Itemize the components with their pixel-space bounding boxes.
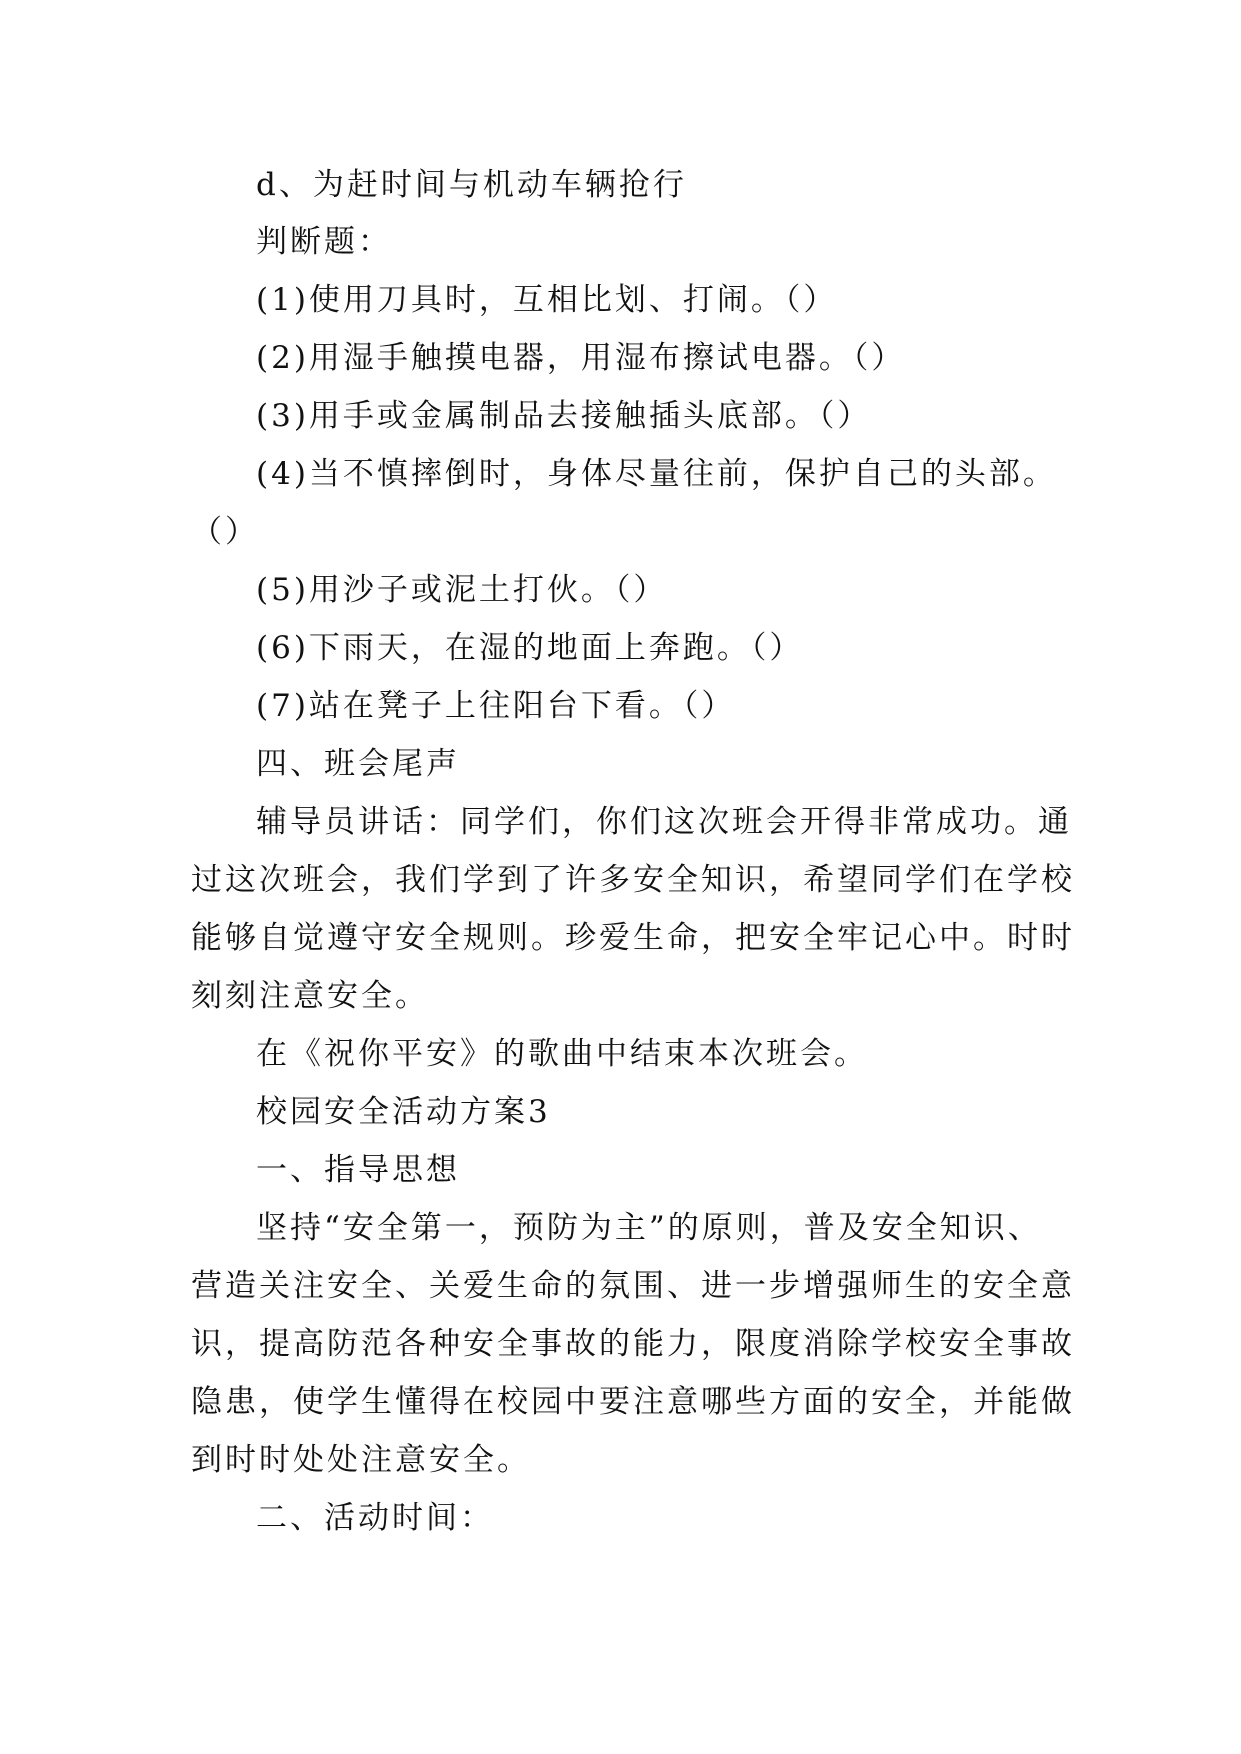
text-line: (4)当不慎摔倒时，身体尽量往前，保护自己的头部。 (256, 456, 1057, 492)
section-heading: 二、活动时间： (256, 1500, 494, 1536)
text-line: 辅导员讲话：同学们，你们这次班会开得非常成功。通 (256, 804, 1072, 840)
text-line: 能够自觉遵守安全规则。珍爱生命，把安全牢记心中。时时 (191, 920, 1075, 956)
text-line: (2)用湿手触摸电器，用湿布擦试电器。（） (256, 340, 906, 376)
text-line: (1)使用刀具时，互相比划、打闹。（） (256, 282, 838, 318)
text-line: 刻刻注意安全。 (191, 978, 429, 1014)
text-line: (6)下雨天，在湿的地面上奔跑。（） (256, 630, 804, 666)
text-line: 在《祝你平安》的歌曲中结束本次班会。 (256, 1036, 868, 1072)
text-line: 营造关注安全、关爱生命的氛围、进一步增强师生的安全意 (191, 1268, 1075, 1304)
text-line: 隐患，使学生懂得在校园中要注意哪些方面的安全，并能做 (191, 1384, 1075, 1420)
section-heading: 四、班会尾声 (256, 746, 460, 782)
text-line: （） (191, 514, 259, 550)
text-line: 判断题： (256, 224, 392, 260)
text-line: d、为赶时间与机动车辆抢行 (256, 167, 687, 203)
text-line: 识，提高防范各种安全事故的能力，限度消除学校安全事故 (191, 1326, 1075, 1362)
section-heading: 一、指导思想 (256, 1152, 460, 1188)
section-title: 校园安全活动方案3 (256, 1094, 551, 1130)
text-line: (3)用手或金属制品去接触插头底部。（） (256, 398, 872, 434)
text-line: (7)站在凳子上往阳台下看。（） (256, 688, 736, 724)
text-line: 到时时处处注意安全。 (191, 1442, 531, 1478)
text-line: 坚持“安全第一，预防为主”的原则，普及安全知识、 (256, 1210, 1042, 1246)
text-line: 过这次班会，我们学到了许多安全知识，希望同学们在学校 (191, 862, 1075, 898)
text-line: (5)用沙子或泥土打伙。（） (256, 572, 668, 608)
